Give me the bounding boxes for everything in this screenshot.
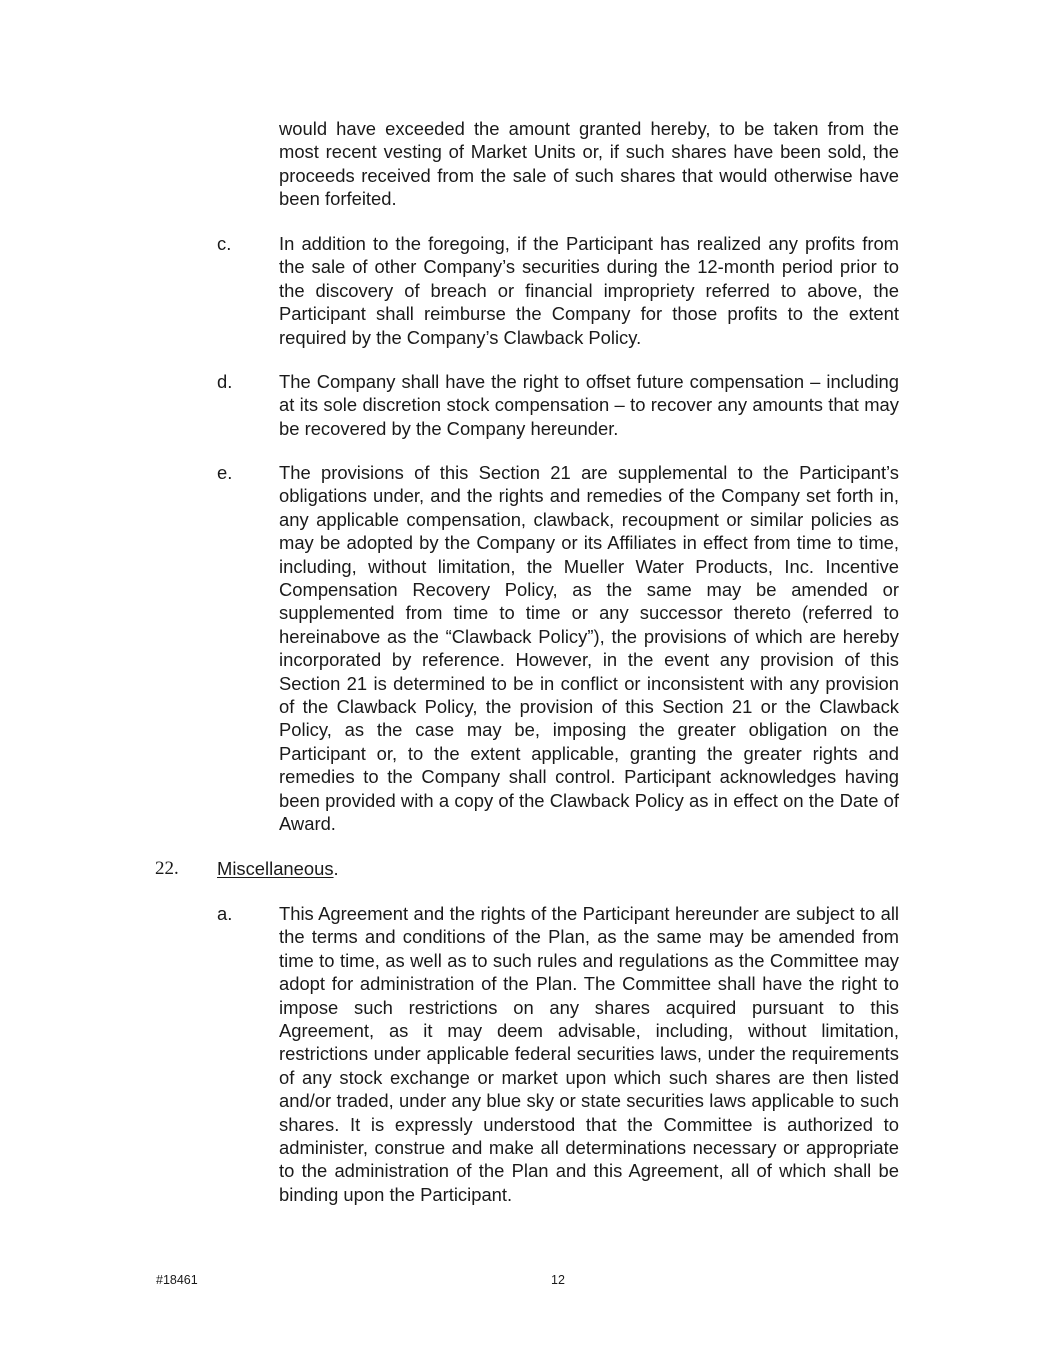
section-title [217,857,339,880]
list-item-text: In addition to the foregoing, if the Participant has realized any profits from the sale of other Company’s securities during the 12-month period prior to the discovery of breach or financial impropriety referred to above, the Participant shall reimburse the Company for those profits to the extent required by the Company’s Clawback Policy. [279,233,899,348]
footer-doc-id: #18461 [156,1273,198,1287]
section-number: 22. [155,858,179,879]
section-title-underlined: Miscellaneous [217,858,334,879]
section-title-period: . [333,858,339,879]
list-item-text: This Agreement and the rights of the Participant hereunder are subject to all the terms and conditions of the Plan, as the same may be amended from time to time, as well as to such rules and regulations as the Committee may adopt for administration of the Plan. The Committee shall have the right to impose such restrictions on any shares acquired pursuant to this Agreement, as it may deem advisable, including, without limitation, restrictions under applicable federal securities laws, under the requirements of any stock exchange or market upon which such shares are then listed and/or traded, under any blue sky or state securities laws applicable to such shares. It is expressly understood that the Committee is authorized to administer, construe and make all determinations necessary or appropriate to the administration of the Plan and this Agreement, all of which shall be binding upon the Participant. [279,903,899,1205]
footer-page-number: 12 [551,1273,565,1287]
list-marker: d. [217,371,233,392]
list-marker: e. [217,462,233,483]
list-marker: a. [217,903,233,924]
list-item-text: The provisions of this Section 21 are supplemental to the Participant’s obligations under, and the rights and remedies of the Company set forth in, any applicable compensation, clawback, recoupment or similar policies as may be adopted by the Company or its Affiliates in effect from time to time, including, without limitation, the Mueller Water Products, Inc. Incentive Compensation Recovery Policy, as the same may be amended or supplemented from time to time or any successor thereto (referred to hereinabove as the “Clawback Policy”), the provisions of which are hereby incorporated by reference. However, in the event any provision of this Section 21 is determined to be in conflict or inconsistent with any provision of the Clawback Policy, the provision of this Section 21 or the Clawback Policy, as the case may be, imposing the greater obligation on the Participant or, to the extent applicable, granting the greater rights and remedies to the Company shall control. Participant acknowledges having been provided with a copy of the Clawback Policy as in effect on the Date of Award. [279,462,899,835]
list-marker: c. [217,233,232,254]
list-item-text: The Company shall have the right to offset future compensation – including at its sole discretion stock compensation – to recover any amounts that may be recovered by the Company hereunder. [279,371,899,439]
continuation-paragraph: would have exceeded the amount granted hereby, to be taken from the most recent vesting of Market Units or, if such shares have been sold, the proceeds received from the sale of such shares that would otherwise have been forfeited. [279,118,899,210]
